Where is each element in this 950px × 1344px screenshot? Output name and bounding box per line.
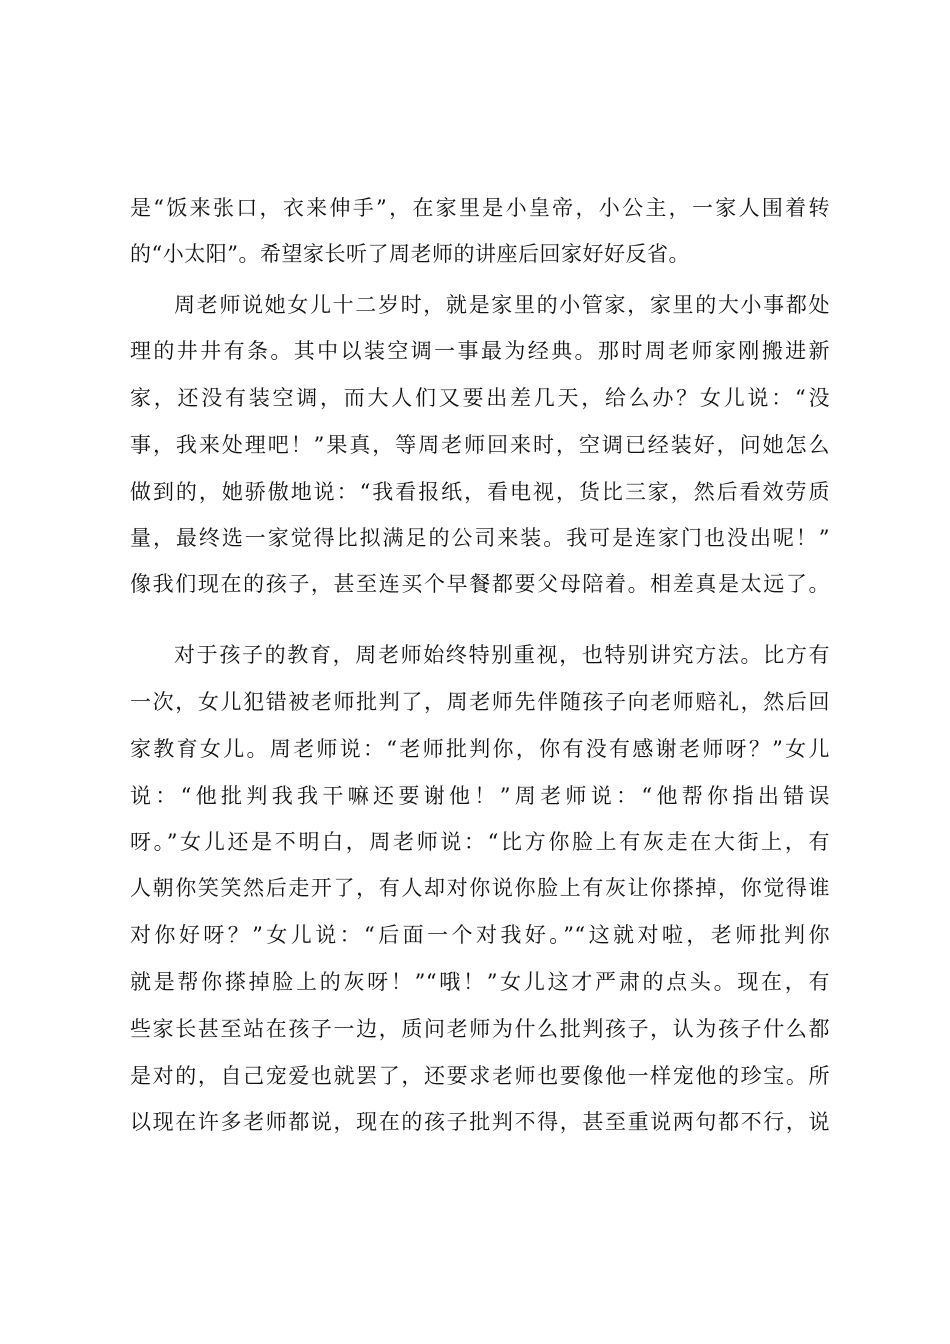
text-line: 以现在许多老师都说，现在的孩子批判不得，甚至重说两句都不行，说: [130, 1110, 830, 1134]
text-line: 事，我来处理吧！”果真，等周老师回来时，空调已经装好，问她怎么: [130, 433, 830, 457]
text-line: 理的井井有条。其中以装空调一事最为经典。那时周老师家刚搬进新: [130, 339, 830, 363]
text-line: 说：“他批判我我干嘛还要谢他！”周老师说：“他帮你指出错误: [130, 784, 830, 808]
text-line: 家教育女儿。周老师说：“老师批判你，你有没有感谢老师呀？”女儿: [130, 737, 830, 761]
text-line: 人朝你笑笑然后走开了，有人却对你说你脸上有灰让你搽掉，你觉得谁: [130, 876, 830, 900]
text-line: 就是帮你搽掉脸上的灰呀！”“哦！”女儿这才严肃的点头。现在，有: [130, 970, 830, 994]
text-line: 周老师说她女儿十二岁时，就是家里的小管家，家里的大小事都处: [174, 293, 830, 317]
text-line: 是“饭来张口，衣来伸手”，在家里是小皇帝，小公主，一家人围着转: [130, 196, 830, 220]
text-line: 呀。”女儿还是不明白，周老师说：“比方你脸上有灰走在大街上，有: [130, 830, 830, 854]
text-line: 一次，女儿犯错被老师批判了，周老师先伴随孩子向老师赔礼，然后回: [130, 690, 830, 714]
text-line: 是对的，自己宠爱也就罢了，还要求老师也要像他一样宠他的珍宝。所: [130, 1064, 830, 1088]
text-line: 些家长甚至站在孩子一边，质问老师为什么批判孩子，认为孩子什么都: [130, 1017, 830, 1041]
text-line: 量，最终选一家觉得比拟满足的公司来装。我可是连家门也没出呢！”: [130, 526, 830, 550]
text-line: 对你好呀？”女儿说：“后面一个对我好。”“这就对啦，老师批判你: [130, 923, 830, 947]
text-line: 像我们现在的孩子，甚至连买个早餐都要父母陪着。相差真是太远了。: [130, 572, 830, 596]
text-line: 的“小太阳”。希望家长听了周老师的讲座后回家好好反省。: [130, 242, 690, 266]
text-line: 家，还没有装空调，而大人们又要出差几天，给么办？女儿说：“没: [130, 386, 830, 410]
text-line: 做到的，她骄傲地说：“我看报纸，看电视，货比三家，然后看效劳质: [130, 480, 830, 504]
text-line: 对于孩子的教育，周老师始终特别重视，也特别讲究方法。比方有: [174, 643, 830, 667]
